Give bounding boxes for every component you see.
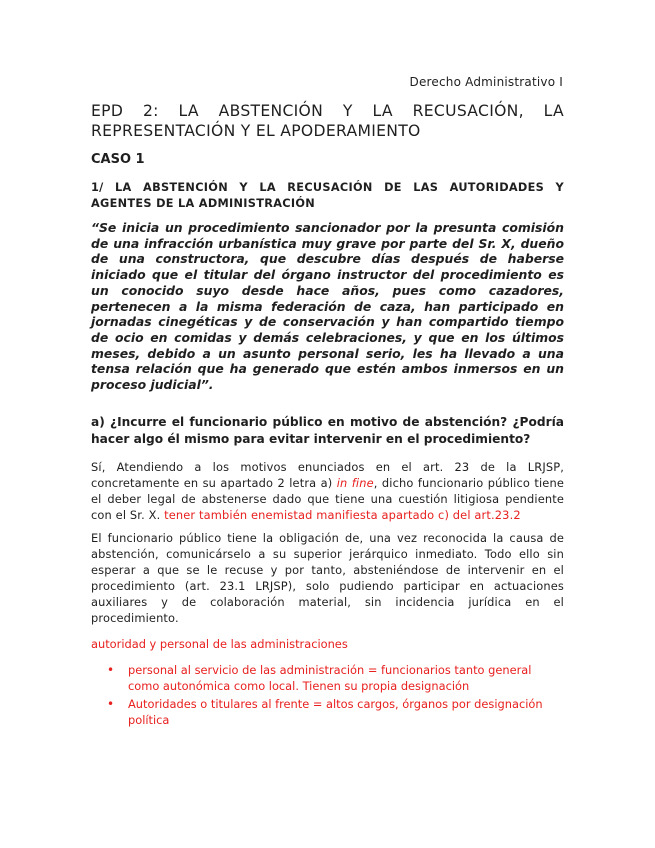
- case-statement: “Se inicia un procedimiento sancionador por la presunta comisión de una infracción urbanística muy grave por parte del Sr. X, dueño de una constructora, que descubre días después de haberse iniciado que el titular del órgano instructor del procedimiento es un conocido suyo desde hace años, pues como cazadores, pertenecen a la misma federación de caza, han participado en jornadas cinegéticas y de conservación y han compartido tiempo de ocio en comidas y demás celebraciones, y que en los últimos meses, debido a un asunto personal serio, les ha llevado a una tensa relación que ha generado que estén ambos inmersos en un proceso judicial”.: [91, 220, 564, 393]
- section-heading: 1/ LA ABSTENCIÓN Y LA RECUSACIÓN DE LAS AUTORIDADES Y AGENTES DE LA ADMINISTRACIÓN: [91, 181, 564, 210]
- answer-paragraph-2: El funcionario público tiene la obligación de, una vez reconocida la causa de abstención, comunicárselo a su superior jerárquico inmediato. Todo ello sin esperar a que se le recuse y por tanto, absteniéndose de intervenir en el procedimiento (art. 23.1 LRJSP), solo pudiendo participar en actuaciones auxiliares y de colaboración material, sin incidencia jurídica en el procedimiento.: [91, 531, 564, 625]
- list-item-text: Autoridades o titulares al frente = altos cargos, órganos por designación política: [128, 697, 543, 727]
- list-item: [107, 696, 564, 728]
- answer-paragraph-1: [91, 459, 564, 523]
- answer-p1-text: Sí, Atendiendo a los motivos enunciados en el art. 23 de la LRJSP, concretamente en su apartado 2 letra a): [91, 460, 564, 490]
- answer-p1-text-cont: , dicho funcionario público tiene el deber legal de abstenerse dado que tiene una cuestión litigiosa pendiente con el Sr. X.: [91, 476, 564, 522]
- answer-p1-italic-term: in fine: [336, 476, 374, 490]
- answer-p1-red-note: tener también enemistad manifiesta apartado c) del art.23.2: [164, 508, 521, 522]
- bullet-icon: •: [107, 663, 115, 677]
- course-header: Derecho Administrativo I: [409, 75, 563, 89]
- question-a: a) ¿Incurre el funcionario público en motivo de abstención? ¿Podría hacer algo él mismo para evitar intervenir en el procedimiento?: [91, 415, 564, 446]
- bullet-icon: •: [107, 697, 115, 711]
- list-item-text: personal al servicio de las administración = funcionarios tanto general como autonómica como local. Tienen su propia designación: [128, 663, 532, 693]
- document-title: EPD 2: LA ABSTENCIÓN Y LA RECUSACIÓN, LA REPRESENTACIÓN Y EL APODERAMIENTO: [91, 102, 564, 140]
- notes-heading: autoridad y personal de las administraciones: [91, 637, 348, 651]
- notes-list: [107, 662, 564, 730]
- case-heading: CASO 1: [91, 152, 145, 167]
- list-item: [107, 662, 564, 694]
